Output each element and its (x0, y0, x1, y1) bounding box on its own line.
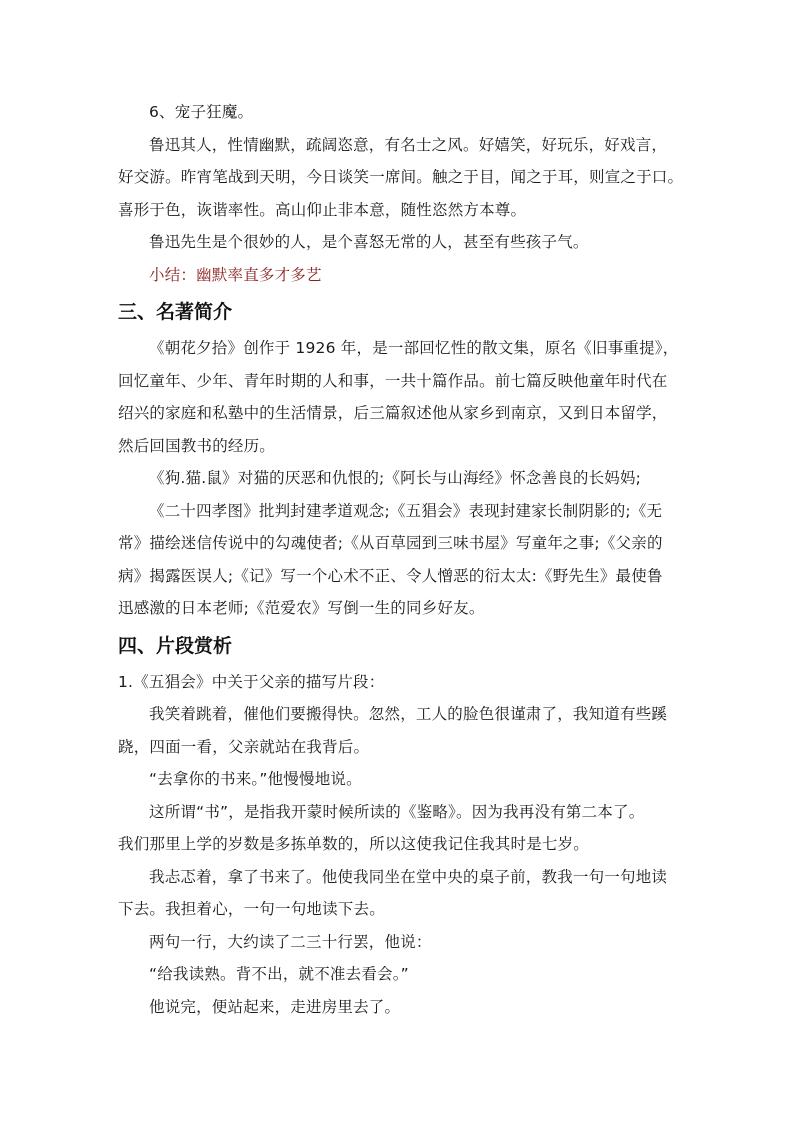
paragraph-line: 常》描绘迷信传说中的勾魂使者;《从百草园到三味书屋》写童年之事;《父亲的 (118, 534, 663, 552)
summary-line: 小结：幽默率直多才多艺 (149, 265, 322, 284)
item-6-title: 6、宠子狂魔。 (149, 103, 254, 121)
excerpt-line: 下去。我担着心，一句一句地读下去。 (118, 900, 385, 918)
paragraph-line: 《狗.猫.鼠》对猫的厌恶和仇恨的;《阿长与山海经》怀念善良的长妈妈; (149, 469, 642, 487)
paragraph-line: 病》揭露医误人;《记》写一个心术不正、令人憎恶的衍太太:《野先生》最使鲁 (118, 566, 663, 585)
paragraph-line: 迅感激的日本老师;《范爱农》写倒一生的同乡好友。 (118, 599, 485, 617)
paragraph-line: 《朝花夕拾》创作于 1926 年，是一部回忆性的散文集，原名《旧事重提》， (149, 339, 679, 357)
excerpt-line: “去拿你的书来。”他慢慢地说。 (149, 770, 362, 788)
excerpt-line: 他说完，便站起来，走进房里去了。 (149, 997, 401, 1016)
item-1-title: 1.《五猖会》中关于父亲的描写片段： (118, 672, 385, 691)
paragraph-line: 鲁迅先生是个很妙的人，是个喜怒无常的人，甚至有些孩子气。 (149, 233, 589, 251)
paragraph-line: 好交游。昨宵笔战到天明，今日谈笑一席间。触之于目，闻之于耳，则宣之于口。 (118, 168, 684, 186)
paragraph-line: 《二十四孝图》批判封建孝道观念;《五猖会》表现封建家长制阴影的;《无 (149, 501, 663, 520)
section-heading-3: 三、名著简介 (118, 301, 233, 323)
section-heading-4: 四、片段赏析 (118, 634, 233, 657)
excerpt-line: 我忐忑着，拿了书来了。他使我同坐在堂中央的桌子前，教我一句一句地读 (149, 867, 668, 886)
excerpt-line: 这所谓“书”，是指我开蒙时候所读的《鉴略》。因为我再没有第二本了。 (149, 802, 645, 821)
paragraph-line: 鲁迅其人，性情幽默，疏阔恣意，有名士之风。好嬉笑，好玩乐，好戏言， (149, 135, 668, 154)
excerpt-line: 两句一行，大约读了二三十行罢，他说： (149, 932, 432, 951)
excerpt-line: 跷，四面一看，父亲就站在我背后。 (118, 737, 370, 756)
paragraph-line: 喜形于色，诙谐率性。高山仰止非本意，随性恣然方本尊。 (118, 200, 527, 219)
excerpt-line: 我们那里上学的岁数是多拣单数的，所以这使我记住我其时是七岁。 (118, 835, 590, 853)
paragraph-line: 绍兴的家庭和私塾中的生活情景，后三篇叙述他从家乡到南京，又到日本留学， (118, 404, 668, 422)
paragraph-line: 然后回国教书的经历。 (118, 436, 276, 455)
excerpt-line: “给我读熟。背不出，就不准去看会。” (149, 965, 409, 983)
paragraph-line: 回忆童年、少年、青年时期的人和事，一共十篇作品。前七篇反映他童年时代在 (118, 371, 668, 390)
excerpt-line: 我笑着跳着，催他们要搬得快。忽然，工人的脸色很谨肃了，我知道有些蹊 (149, 705, 668, 723)
document-content (118, 96, 692, 1023)
